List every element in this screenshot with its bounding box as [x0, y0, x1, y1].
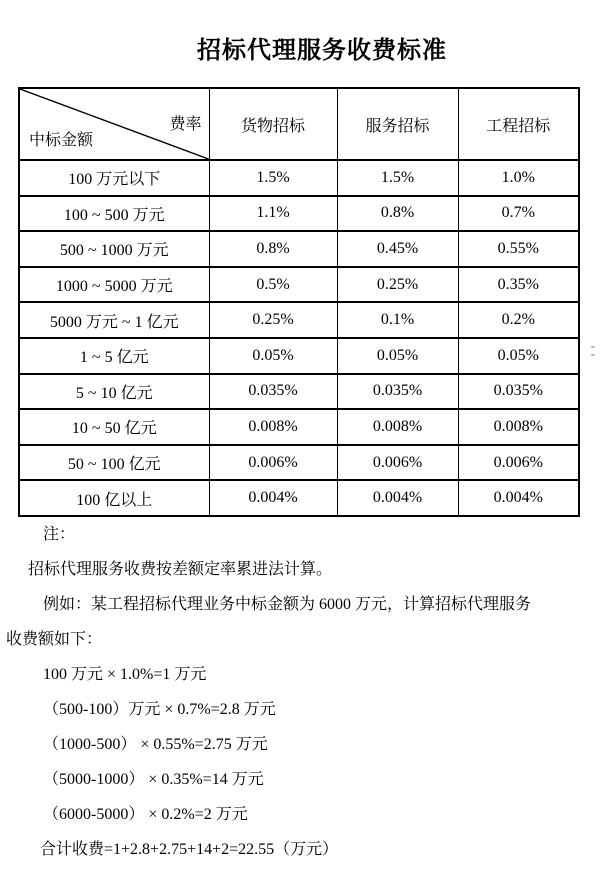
range-cell: 100 万元以下	[19, 160, 209, 196]
table-row	[19, 445, 579, 481]
range-cell: 10 ~ 50 亿元	[19, 409, 209, 445]
calculation-line: （5000-1000） × 0.35%=14 万元	[43, 771, 264, 788]
column-header-goods: 货物招标	[209, 88, 337, 160]
rate-cell: 0.008%	[337, 409, 458, 445]
table-row	[19, 231, 579, 267]
rate-cell: 0.55%	[458, 231, 579, 267]
corner-header-cell	[19, 88, 209, 160]
rate-cell: 0.25%	[337, 267, 458, 303]
rate-cell: 0.25%	[209, 302, 337, 338]
rate-cell: 0.5%	[209, 267, 337, 303]
range-cell: 5 ~ 10 亿元	[19, 374, 209, 410]
range-cell: 500 ~ 1000 万元	[19, 231, 209, 267]
rate-cell: 0.05%	[458, 338, 579, 374]
range-cell: 100 亿以上	[19, 480, 209, 516]
table-row	[19, 267, 579, 303]
rate-cell: 0.006%	[458, 445, 579, 481]
fee-table	[18, 87, 580, 517]
table-header-row	[19, 88, 579, 160]
rate-cell: 0.05%	[337, 338, 458, 374]
calculation-line: （6000-5000） × 0.2%=2 万元	[43, 806, 248, 823]
rate-cell: 0.8%	[337, 196, 458, 232]
rate-cell: 0.004%	[337, 480, 458, 516]
range-cell: 1000 ~ 5000 万元	[19, 267, 209, 303]
rate-cell: 0.7%	[458, 196, 579, 232]
notes-section	[0, 525, 600, 875]
range-cell: 100 ~ 500 万元	[19, 196, 209, 232]
note-label: 注：	[43, 526, 76, 543]
table-row	[19, 302, 579, 338]
range-cell: 5000 万元 ~ 1 亿元	[19, 302, 209, 338]
table-row	[19, 338, 579, 374]
rate-cell: 1.5%	[209, 160, 337, 196]
rate-cell: 0.1%	[337, 302, 458, 338]
rate-cell: 0.45%	[337, 231, 458, 267]
note-rule: 招标代理服务收费按差额定率累进法计算。	[28, 561, 333, 578]
rate-cell: 0.035%	[458, 374, 579, 410]
rate-cell: 0.2%	[458, 302, 579, 338]
rate-cell: 0.004%	[209, 480, 337, 516]
column-header-services: 服务招标	[337, 88, 458, 160]
rate-cell: 0.004%	[458, 480, 579, 516]
rate-cell: 0.035%	[337, 374, 458, 410]
rate-cell: 0.006%	[337, 445, 458, 481]
table-row	[19, 480, 579, 516]
note-example-intro-line1: 例如：某工程招标代理业务中标金额为 6000 万元，计算招标代理服务	[43, 596, 532, 613]
rate-cell: 0.05%	[209, 338, 337, 374]
rate-cell: 0.035%	[209, 374, 337, 410]
calculation-total-line: 合计收费=1+2.8+2.75+14+2=22.55（万元）	[40, 841, 339, 858]
rate-cell: 0.006%	[209, 445, 337, 481]
rate-cell: 1.1%	[209, 196, 337, 232]
range-cell: 50 ~ 100 亿元	[19, 445, 209, 481]
calculation-line: 100 万元 × 1.0%=1 万元	[43, 666, 207, 683]
table-row	[19, 409, 579, 445]
rate-cell: 1.0%	[458, 160, 579, 196]
page-title: 招标代理服务收费标准	[197, 38, 447, 64]
table-row	[19, 160, 579, 196]
table-row	[19, 196, 579, 232]
rate-cell: 1.5%	[337, 160, 458, 196]
calculation-line: （500-100）万元 × 0.7%=2.8 万元	[43, 701, 276, 718]
range-cell: 1 ~ 5 亿元	[19, 338, 209, 374]
corner-label-rate: 费率	[169, 116, 202, 133]
column-header-engineering: 工程招标	[458, 88, 579, 160]
rate-cell: 0.008%	[458, 409, 579, 445]
rate-cell: 0.008%	[209, 409, 337, 445]
table-row	[19, 374, 579, 410]
scan-artifact	[591, 346, 595, 348]
calculation-line: （1000-500） × 0.55%=2.75 万元	[43, 736, 268, 753]
note-example-intro-line2: 收费额如下：	[6, 631, 103, 648]
rate-cell: 0.35%	[458, 267, 579, 303]
rate-cell: 0.8%	[209, 231, 337, 267]
corner-label-amount: 中标金额	[29, 132, 94, 149]
